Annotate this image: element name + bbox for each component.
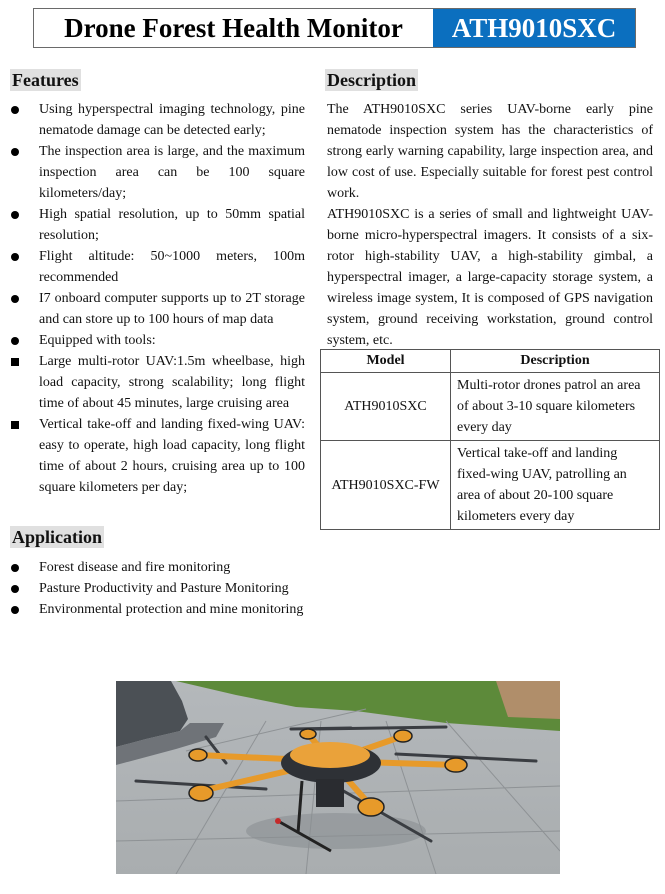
bullet-circle-icon [11, 337, 19, 345]
description-paragraph: ATH9010SXC is a series of small and lightweight UAV-borne micro-hyperspectral imagers. It consists of a six-rotor high-stability UAV, a high-stability gimbal, a hyperspectral imager, a large-capacity storage system, a wireless image system, It is composed of GPS navigation system, ground receiving workstation, ground control system, etc. [327, 207, 653, 348]
application-item: Pasture Productivity and Pasture Monitoring [11, 578, 305, 599]
model-cell: ATH9010SXC-FW [321, 441, 451, 530]
feature-item: Equipped with tools: [11, 330, 305, 351]
bullet-square-icon [11, 421, 19, 429]
column-header-model: Model [321, 350, 451, 373]
drone-image-icon [116, 681, 560, 874]
application-item: Forest disease and fire monitoring [11, 557, 305, 578]
description-paragraph: The ATH9010SXC series UAV-borne early pine nematode inspection system has the characteristics of strong early warning capability, large inspection area, and low cost of use. Especially suitable for forest pest control work. [327, 102, 653, 201]
feature-item: Using hyperspectral imaging technology, pine nematode damage can be detected early; [11, 99, 305, 141]
bullet-circle-icon [11, 253, 19, 261]
application-heading: Application [12, 527, 103, 547]
title-banner [33, 8, 636, 48]
column-header-description: Description [451, 350, 660, 373]
bullet-circle-icon [11, 106, 19, 114]
bullet-circle-icon [11, 295, 19, 303]
feature-item: Flight altitude: 50~1000 meters, 100m recommended [11, 246, 305, 288]
feature-item: The inspection area is large, and the maximum inspection area can be 100 square kilometers/day; [11, 141, 305, 204]
bullet-circle-icon [11, 606, 19, 614]
feature-subitem: Vertical take-off and landing fixed-wing UAV: easy to operate, high load capacity, long flight time of about 2 hours, cruising area up to 100 square kilometers per day; [11, 414, 305, 498]
bullet-square-icon [11, 358, 19, 366]
application-item: Environmental protection and mine monitoring [11, 599, 305, 620]
bullet-circle-icon [11, 564, 19, 572]
page-title: Drone Forest Health Monitor [64, 12, 403, 43]
description-heading: Description [327, 70, 416, 90]
model-badge: ATH9010SXC [433, 9, 635, 47]
features-list [11, 99, 305, 498]
models-table [320, 349, 660, 530]
application-list [11, 557, 305, 620]
table-header-row [321, 350, 660, 373]
features-heading: Features [12, 70, 79, 90]
table-row [321, 373, 660, 441]
bullet-circle-icon [11, 148, 19, 156]
bullet-circle-icon [11, 585, 19, 593]
feature-item: High spatial resolution, up to 50mm spatial resolution; [11, 204, 305, 246]
feature-subitem: Large multi-rotor UAV:1.5m wheelbase, high load capacity, strong scalability; long flight time of about 45 minutes, large cruising area [11, 351, 305, 414]
description-cell: Vertical take-off and landing fixed-wing UAV, patrolling an area of about 20-100 square kilometers every day [451, 441, 660, 530]
description-cell: Multi-rotor drones patrol an area of about 3-10 square kilometers every day [451, 373, 660, 441]
feature-item: I7 onboard computer supports up to 2T storage and can store up to 100 hours of map data [11, 288, 305, 330]
drone-photo [116, 681, 560, 874]
model-cell: ATH9010SXC [321, 373, 451, 441]
table-row [321, 441, 660, 530]
bullet-circle-icon [11, 211, 19, 219]
